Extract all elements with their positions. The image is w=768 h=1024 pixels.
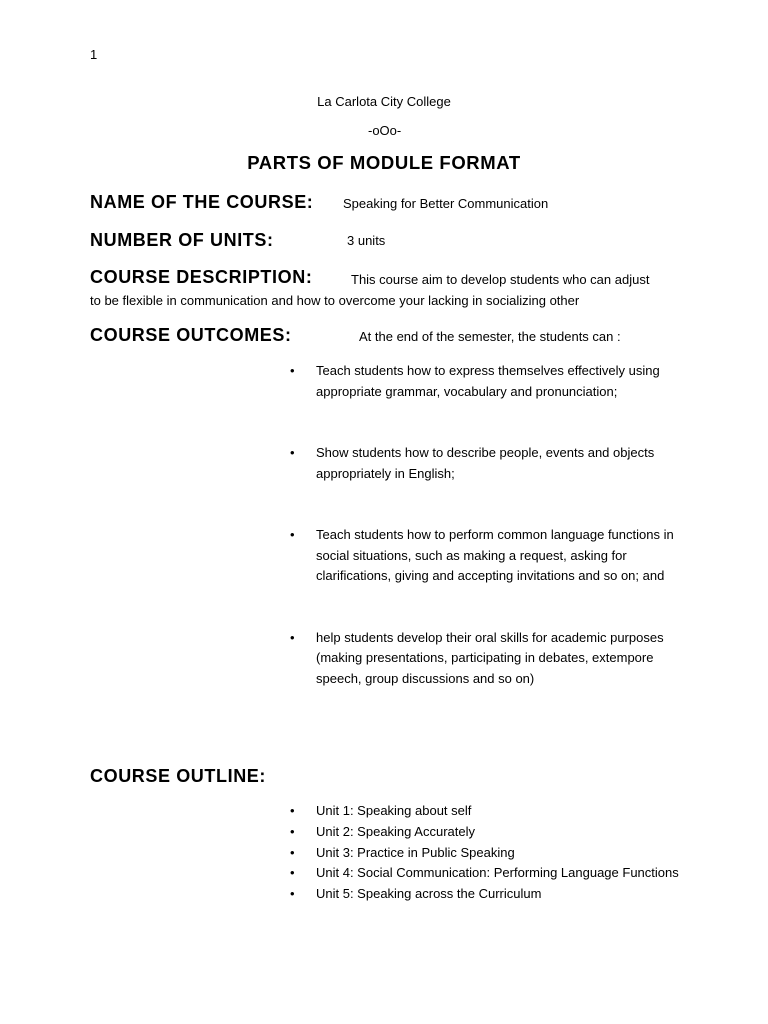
outcomes-list — [290, 361, 680, 730]
outcome-text: Teach students how to express themselves effectively using appropriate grammar, vocabulary and pronunciation; — [316, 363, 660, 399]
bullet-icon: • — [290, 823, 295, 839]
outline-unit-text: Unit 4: Social Communication: Performing Language Functions — [316, 865, 679, 881]
description-line-2: to be flexible in communication and how to overcome your lacking in socializing other — [90, 293, 580, 308]
units-value: 3 units — [347, 233, 386, 248]
list-item — [290, 443, 680, 484]
bullet-icon: • — [290, 844, 295, 860]
bullet-icon: • — [290, 363, 295, 378]
bullet-icon: • — [290, 886, 295, 902]
outcomes-intro: At the end of the semester, the students can : — [359, 329, 621, 344]
list-item — [290, 801, 680, 822]
divider-mark: -oOo- — [368, 123, 402, 138]
bullet-icon: • — [290, 527, 295, 542]
bullet-icon: • — [290, 803, 295, 818]
outline-unit-text: Unit 5: Speaking across the Curriculum — [316, 886, 542, 902]
list-item — [290, 822, 680, 843]
list-item — [290, 361, 680, 402]
outcome-text: help students develop their oral skills for academic purposes (making presentations, participating in debates, extempore speech, group discussions and so on) — [316, 629, 664, 686]
units-heading: NUMBER OF UNITS: — [90, 230, 274, 250]
outcome-text: Show students how to describe people, events and objects appropriately in English; — [316, 445, 655, 481]
outline-unit-text: Unit 2: Speaking Accurately — [316, 823, 475, 839]
list-item — [290, 843, 680, 864]
description-line-1: This course aim to develop students who can adjust — [351, 272, 650, 287]
list-item — [290, 884, 680, 905]
list-item — [290, 525, 680, 587]
outline-list — [290, 801, 680, 905]
bullet-icon: • — [290, 629, 295, 645]
outline-unit-text: Unit 3: Practice in Public Speaking — [316, 844, 515, 860]
course-name-value: Speaking for Better Communication — [343, 196, 549, 211]
outline-heading: COURSE OUTLINE: — [90, 766, 267, 786]
document-title: PARTS OF MODULE FORMAT — [247, 152, 521, 173]
bullet-icon: • — [290, 445, 295, 460]
bullet-icon: • — [290, 865, 295, 881]
list-item — [290, 863, 680, 884]
outcome-text: Teach students how to perform common language functions in social situations, such as making a request, asking for clarifications, giving and accepting invitations and so on; and — [316, 527, 674, 583]
outcomes-heading: COURSE OUTCOMES: — [90, 325, 292, 345]
list-item — [290, 628, 680, 690]
description-heading: COURSE DESCRIPTION: — [90, 267, 313, 287]
college-name: La Carlota City College — [317, 94, 451, 109]
course-name-heading: NAME OF THE COURSE: — [90, 192, 314, 212]
outline-unit-text: Unit 1: Speaking about self — [316, 803, 472, 818]
page-number: 1 — [90, 47, 98, 62]
